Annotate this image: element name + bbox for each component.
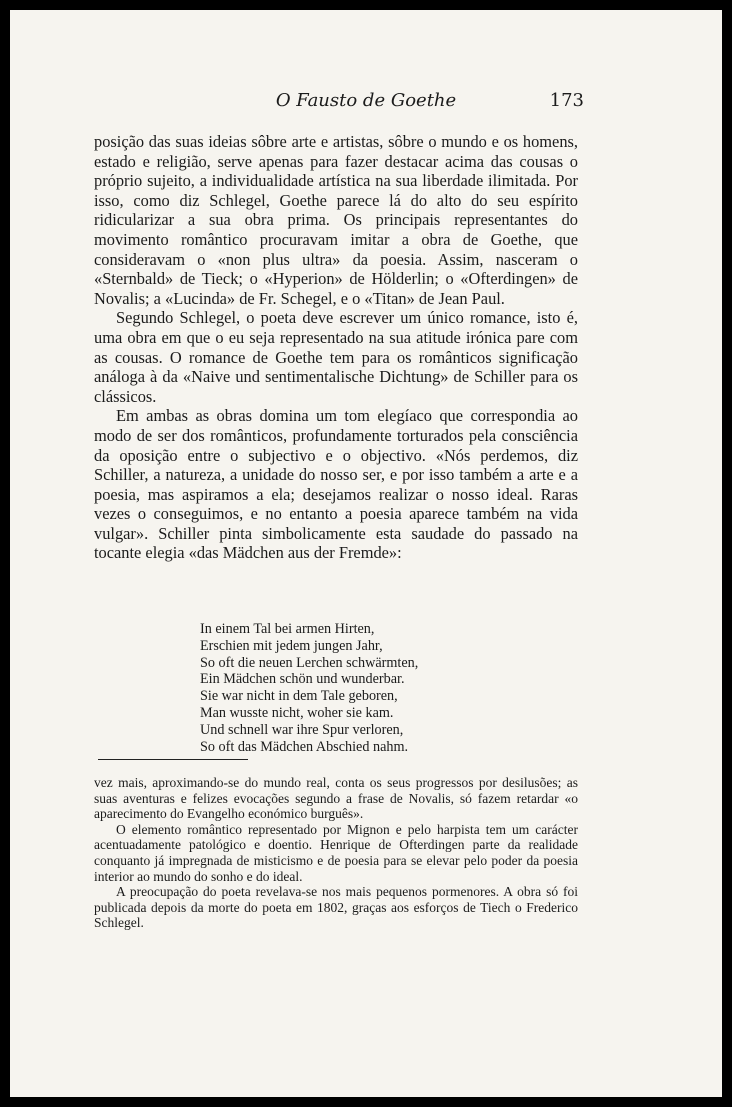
footnotes [94,775,578,931]
page-header [10,90,722,120]
verse-line: Sie war nicht in dem Tale geboren, [200,688,398,705]
paragraph: Segundo Schlegel, o poeta deve escrever um único romance, isto é, uma obra em que o eu seja representado na sua atitude irónica pare com as cousas. O romance de Goethe tem para os românticos significação análoga à da «Naive und sentimentalische Dichtung» de Schiller para os clássicos. [94,308,578,406]
verse-quotation [200,621,500,755]
verse-line: In einem Tal bei armen Hirten, [200,621,375,637]
verse-line: Und schnell war ihre Spur verloren, [200,721,404,738]
footnote-paragraph: A preocupação do poeta revelava-se nos mais pequenos pormenores. A obra só foi publicada depois da morte do poeta em 1802, graças aos esforços de Tiech o Frederico Schlegel. [94,884,578,931]
verse-line: Man wusste nicht, woher sie kam. [200,704,394,721]
page-number: 173 [549,90,584,111]
main-text [94,132,578,563]
footnote-paragraph: vez mais, aproximando-se do mundo real, conta os seus progressos por desilusões; as suas aventuras e felizes evocações segundo a frase de Novalis, só fazem retardar «o aparecimento do Evangelho económico burguês». [94,775,578,822]
paragraph: posição das suas ideias sôbre arte e artistas, sôbre o mundo e os homens, estado e religião, serve apenas para fazer destacar acima das cousas o próprio sujeito, a individualidade artística na sua liberdade ilimitada. Por isso, como diz Schlegel, Goethe parece lá do alto do seu espírito ridicularizar a sua obra prima. Os principais representantes do movimento romântico procuravam imitar a obra de Goethe, que consideravam o «non plus ultra» da poesia. Assim, nasceram o «Sternbald» de Tieck; o «Hyperion» de Hölderlin; o «Ofterdingen» de Novalis; a «Lucinda» de Fr. Schegel, e o «Titan» de Jean Paul. [94,132,578,308]
verse-line: So oft die neuen Lerchen schwärmten, [200,654,419,671]
paragraph: Em ambas as obras domina um tom elegíaco que correspondia ao modo de ser dos românticos, profundamente torturados pela consciência da oposição entre o subjectivo e o objectivo. «Nós perdemos, diz Schiller, a natureza, a unidade do nosso ser, e por isso também a arte e a poesia, mas aspiramos a ela; desejamos realizar o nosso ideal. Raras vezes o conseguimos, e no entanto a poesia aparece também na vida vulgar». Schiller pinta simbolicamente esta saudade do passado na tocante elegia «das Mädchen aus der Fremde»: [94,406,578,563]
verse-line: Ein Mädchen schön und wunderbar. [200,671,405,688]
footnote-divider [98,759,248,760]
book-page [10,10,722,1097]
footnote-paragraph: O elemento romântico representado por Mignon e pelo harpista tem um carácter acentuadamente patológico e doentio. Henrique de Ofterdingen parte da realidade conquanto já impregnada de misticismo e de poesia para se elevar pelo poder da poesia interior ao mundo do sonho e do ideal. [94,821,578,884]
verse-line: So oft das Mädchen Abschied nahm. [200,738,409,755]
verse-line: Erschien mit jedem jungen Jahr, [200,637,383,654]
running-title: O Fausto de Goethe [275,90,457,111]
